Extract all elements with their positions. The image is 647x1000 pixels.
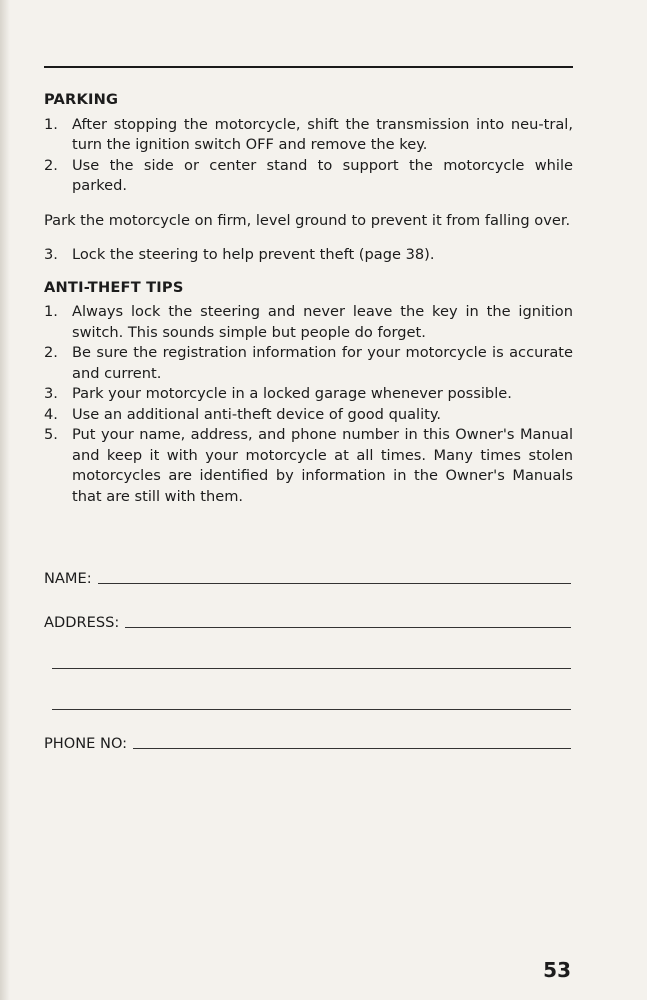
list-item bbox=[44, 384, 573, 405]
item-text: After stopping the motorcycle, shift the transmission into neu-tral, turn the ignition switch OFF and remove the key. bbox=[72, 115, 573, 153]
item-number: 2. bbox=[44, 156, 58, 174]
page-content bbox=[44, 90, 573, 507]
item-number: 1. bbox=[44, 115, 58, 133]
item-number: 3. bbox=[44, 246, 58, 263]
item-text: Always lock the steering and never leave the key in the ignition switch. This sounds simple but people do forget. bbox=[72, 303, 573, 341]
parking-paragraph: Park the motorcycle on firm, level ground to prevent it from falling over. bbox=[44, 211, 571, 229]
address-label: ADDRESS: bbox=[44, 614, 120, 631]
item-text: Park your motorcycle in a locked garage whenever possible. bbox=[72, 385, 512, 402]
section-heading-anti-theft: ANTI-THEFT TIPS bbox=[44, 278, 184, 296]
name-field[interactable] bbox=[44, 570, 571, 587]
phone-line[interactable] bbox=[133, 747, 571, 749]
phone-field[interactable] bbox=[44, 735, 571, 752]
item-text: Use an additional anti-theft device of good quality. bbox=[72, 405, 442, 423]
item-number: 1. bbox=[44, 303, 58, 320]
list-item bbox=[44, 343, 573, 384]
list-item bbox=[44, 425, 573, 507]
anti-theft-list bbox=[44, 302, 573, 507]
header-rule bbox=[44, 66, 573, 68]
page-edge bbox=[0, 0, 10, 1000]
item-text: Be sure the registration information for your motorcycle is accurate and current. bbox=[72, 344, 573, 382]
name-label: NAME: bbox=[44, 570, 92, 587]
phone-label: PHONE NO: bbox=[44, 735, 128, 752]
item-number: 5. bbox=[44, 426, 58, 443]
item-number: 4. bbox=[44, 405, 58, 423]
section-heading-parking: PARKING bbox=[44, 91, 119, 108]
address-line-3[interactable] bbox=[52, 709, 571, 710]
item-text: Put your name, address, and phone number in this Owner's Manual and keep it with your motorcycle at all times. Many times stolen motorcycles are identified by information in the Owner's Manuals that are still with them. bbox=[72, 426, 573, 505]
page-number: 53 bbox=[543, 958, 571, 982]
parking-list-continued bbox=[44, 245, 573, 266]
address-field[interactable] bbox=[44, 614, 571, 631]
item-text: Lock the steering to help prevent theft (page 38). bbox=[72, 246, 435, 263]
list-item bbox=[44, 245, 573, 266]
name-line[interactable] bbox=[98, 582, 571, 584]
list-item bbox=[44, 115, 573, 156]
item-number: 3. bbox=[44, 385, 58, 402]
list-item bbox=[44, 156, 573, 197]
parking-list bbox=[44, 115, 573, 197]
list-item bbox=[44, 302, 573, 343]
item-number: 2. bbox=[44, 344, 58, 361]
item-text: Use the side or center stand to support the motorcycle while parked. bbox=[72, 156, 573, 194]
address-line[interactable] bbox=[125, 626, 571, 628]
address-line-2[interactable] bbox=[52, 668, 571, 669]
list-item bbox=[44, 405, 573, 426]
